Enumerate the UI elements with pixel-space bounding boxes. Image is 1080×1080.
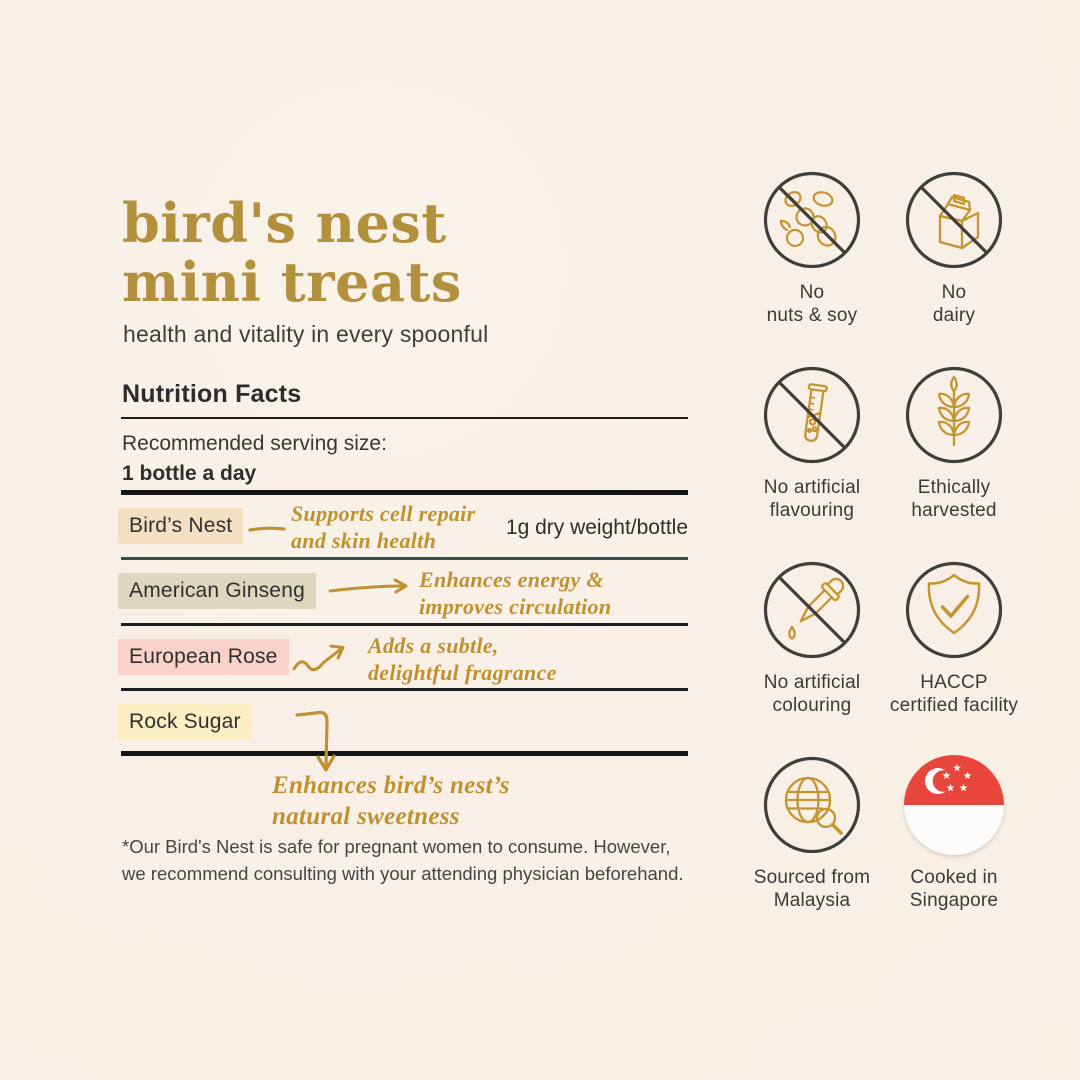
badge-label-line: nuts & soy [766, 305, 858, 326]
badge-label [874, 476, 1034, 522]
page-title [122, 191, 462, 314]
badge-label-line: No [799, 282, 825, 303]
badge-label-line: No [941, 282, 967, 303]
badge-label [732, 281, 892, 327]
badge-label [732, 671, 892, 717]
subtitle: health and vitality in every spoonful [123, 321, 489, 347]
haccp-certified-icon [904, 560, 1004, 660]
badge-sourced-malaysia [732, 755, 892, 912]
badge-label [732, 476, 892, 522]
title-line-2: mini treats [122, 250, 462, 314]
ingredient-rock-sugar: Rock Sugar [118, 704, 252, 740]
note-line: Supports cell repair [291, 501, 476, 526]
note-line: Adds a subtle, [368, 633, 499, 658]
badge-label [874, 866, 1034, 912]
badge-label-line: HACCP [920, 672, 988, 693]
serving-size-label: Recommended serving size: [122, 432, 387, 455]
ingredient-birds-nest: Bird’s Nest [118, 508, 243, 544]
badge-label-line: No artificial [763, 477, 861, 498]
note-line: natural sweetness [272, 803, 460, 830]
title-line-1: bird's nest [122, 191, 447, 255]
badge-no-dairy [874, 170, 1034, 327]
badge-label-line: No artificial [763, 672, 861, 693]
divider-thin [121, 417, 688, 419]
dash-connector-icon [247, 523, 287, 535]
badge-label [732, 866, 892, 912]
ingredient-european-rose: European Rose [118, 639, 289, 675]
nutrition-facts-heading: Nutrition Facts [122, 380, 302, 408]
serving-size-value: 1 bottle a day [122, 462, 257, 485]
badge-label-line: Ethically [917, 477, 991, 498]
serving-size [122, 429, 387, 489]
footnote-line-2: we recommend consulting with your attending physician beforehand. [122, 863, 684, 884]
badge-label-line: Sourced from [753, 867, 871, 888]
badge-label [874, 671, 1034, 717]
hook-down-arrow-icon [294, 708, 340, 784]
badge-label-line: Singapore [909, 890, 999, 911]
divider-teal [121, 557, 688, 560]
badge-cooked-singapore [874, 755, 1034, 912]
note-line: improves circulation [419, 594, 612, 619]
badge-label-line: flavouring [769, 500, 855, 521]
note-line: delightful fragrance [368, 660, 557, 685]
badge-no-artificial-flavouring [732, 365, 892, 522]
note-european-rose [368, 632, 557, 686]
badge-label-line: Malaysia [773, 890, 851, 911]
sourced-malaysia-icon [762, 755, 862, 855]
footnote-line-1: *Our Bird's Nest is safe for pregnant women to consume. However, [122, 836, 671, 857]
badge-label-line: dairy [932, 305, 976, 326]
no-nuts-soy-icon [762, 170, 862, 270]
footnote [122, 833, 684, 887]
note-american-ginseng [419, 566, 611, 620]
note-line: and skin health [291, 528, 437, 553]
badge-label-line: harvested [911, 500, 997, 521]
amount-birds-nest: 1g dry weight/bottle [505, 516, 688, 539]
divider-thin [121, 623, 688, 626]
badge-haccp-certified [874, 560, 1034, 717]
badge-label [874, 281, 1034, 327]
note-line: Enhances energy & [419, 567, 604, 592]
no-dairy-icon [904, 170, 1004, 270]
divider-thin [121, 688, 688, 691]
badge-no-artificial-colouring [732, 560, 892, 717]
divider-thick [121, 751, 688, 756]
divider-thick [121, 490, 688, 495]
note-line: Enhances bird’s nest’s [272, 772, 510, 799]
ethically-harvested-icon [904, 365, 1004, 465]
squiggle-arrow-icon [291, 639, 357, 677]
straight-arrow-icon [327, 577, 415, 599]
badge-label-line: certified facility [889, 695, 1019, 716]
cooked-singapore-icon [904, 755, 1004, 855]
no-artificial-colouring-icon [762, 560, 862, 660]
badge-label-line: colouring [772, 695, 852, 716]
badge-no-nuts-soy [732, 170, 892, 327]
ingredient-american-ginseng: American Ginseng [118, 573, 316, 609]
badge-label-line: Cooked in [910, 867, 998, 888]
badge-ethically-harvested [874, 365, 1034, 522]
no-artificial-flavouring-icon [762, 365, 862, 465]
